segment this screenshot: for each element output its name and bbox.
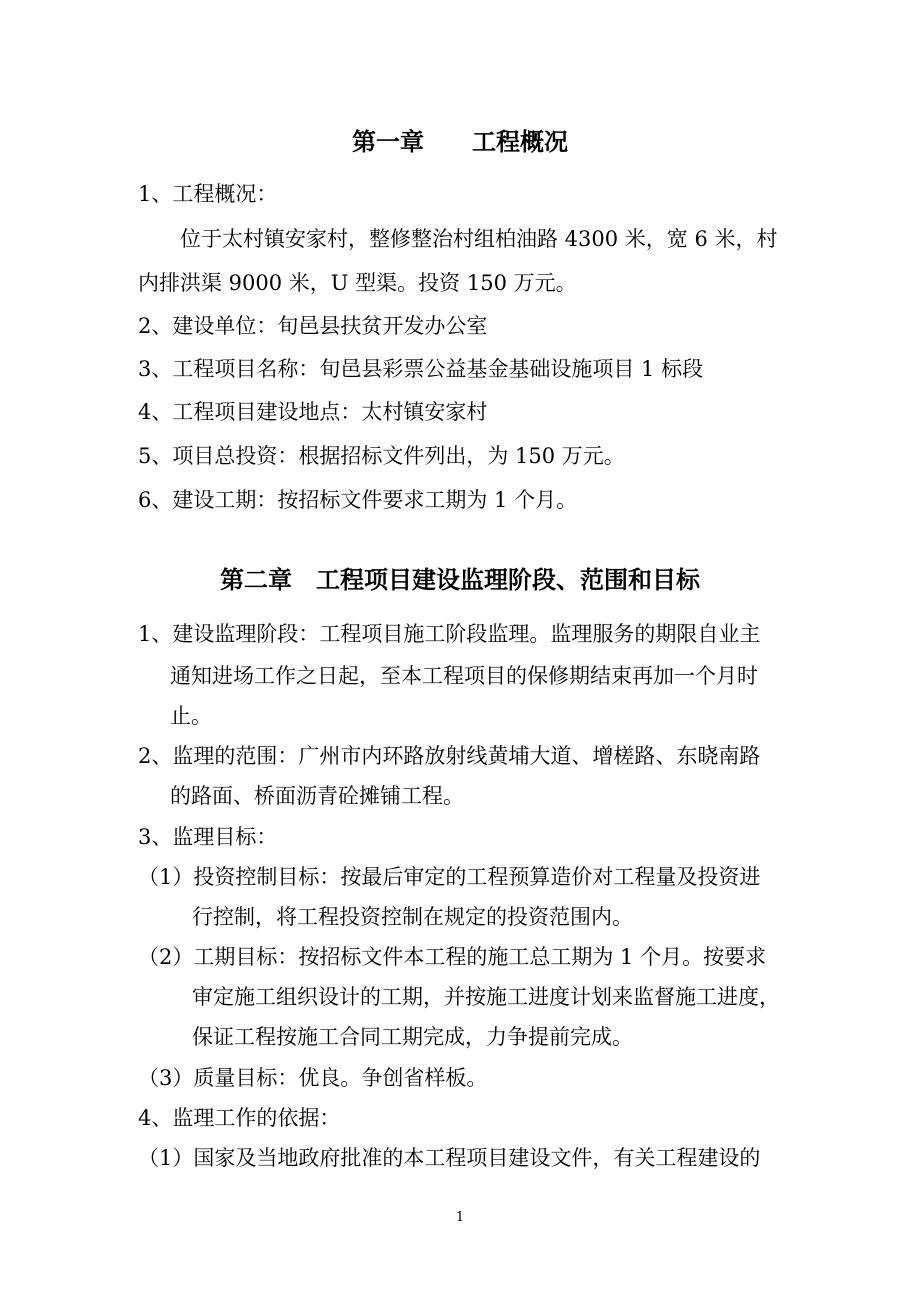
- chapter-2-title: 第二章 工程项目建设监理阶段、范围和目标: [220, 565, 700, 594]
- chapter-2-line-9: （2）工期目标：按招标文件本工程的施工总工期为 1 个月。按要求: [138, 945, 767, 969]
- chapter-2-line-13: 4、监理工作的依据：: [138, 1106, 341, 1130]
- chapter-2-line-8: 行控制，将工程投资控制在规定的投资范围内。: [192, 905, 633, 929]
- chapter-1-line-6: 4、工程项目建设地点：太村镇安家村: [138, 400, 488, 424]
- chapter-2-line-11: 保证工程按施工合同工期完成，力争提前完成。: [192, 1025, 633, 1049]
- chapter-1-title: 第一章 工程概况: [352, 127, 568, 156]
- chapter-2-line-2: 通知进场工作之日起，至本工程项目的保修期结束再加一个月时: [170, 664, 758, 688]
- chapter-2-line-10: 审定施工组织设计的工期，并按施工进度计划来监督施工进度，: [192, 985, 780, 1009]
- chapter-2-line-4: 2、监理的范围：广州市内环路放射线黄埔大道、增槎路、东晓南路: [138, 744, 761, 768]
- chapter-1-line-2: 位于太村镇安家村，整修整治村组柏油路 4300 米，宽 6 米，村: [180, 227, 778, 251]
- chapter-2-line-7: （1）投资控制目标：按最后审定的工程预算造价对工程量及投资进: [138, 865, 761, 889]
- chapter-1-line-4: 2、建设单位：旬邑县扶贫开发办公室: [138, 314, 488, 338]
- chapter-2-line-1: 1、建设监理阶段：工程项目施工阶段监理。监理服务的期限自业主: [138, 622, 761, 646]
- chapter-2-line-14: （1）国家及当地政府批准的本工程项目建设文件，有关工程建设的: [138, 1146, 761, 1170]
- chapter-1-line-5: 3、工程项目名称：旬邑县彩票公益基金基础设施项目 1 标段: [138, 357, 704, 381]
- chapter-2-line-5: 的路面、桥面沥青砼摊铺工程。: [170, 784, 464, 808]
- chapter-1-line-8: 6、建设工期：按招标文件要求工期为 1 个月。: [138, 488, 578, 512]
- chapter-2-line-12: （3）质量目标：优良。争创省样板。: [138, 1066, 488, 1090]
- chapter-1-line-1: 1、工程概况：: [138, 182, 278, 206]
- chapter-1-line-7: 5、项目总投资：根据招标文件列出，为 150 万元。: [138, 444, 625, 468]
- chapter-2-line-3: 止。: [170, 704, 212, 728]
- chapter-2-line-6: 3、监理目标：: [138, 825, 278, 849]
- page-number: 1: [455, 1210, 465, 1225]
- chapter-1-line-3: 内排洪渠 9000 米，U 型渠。投资 150 万元。: [138, 271, 577, 295]
